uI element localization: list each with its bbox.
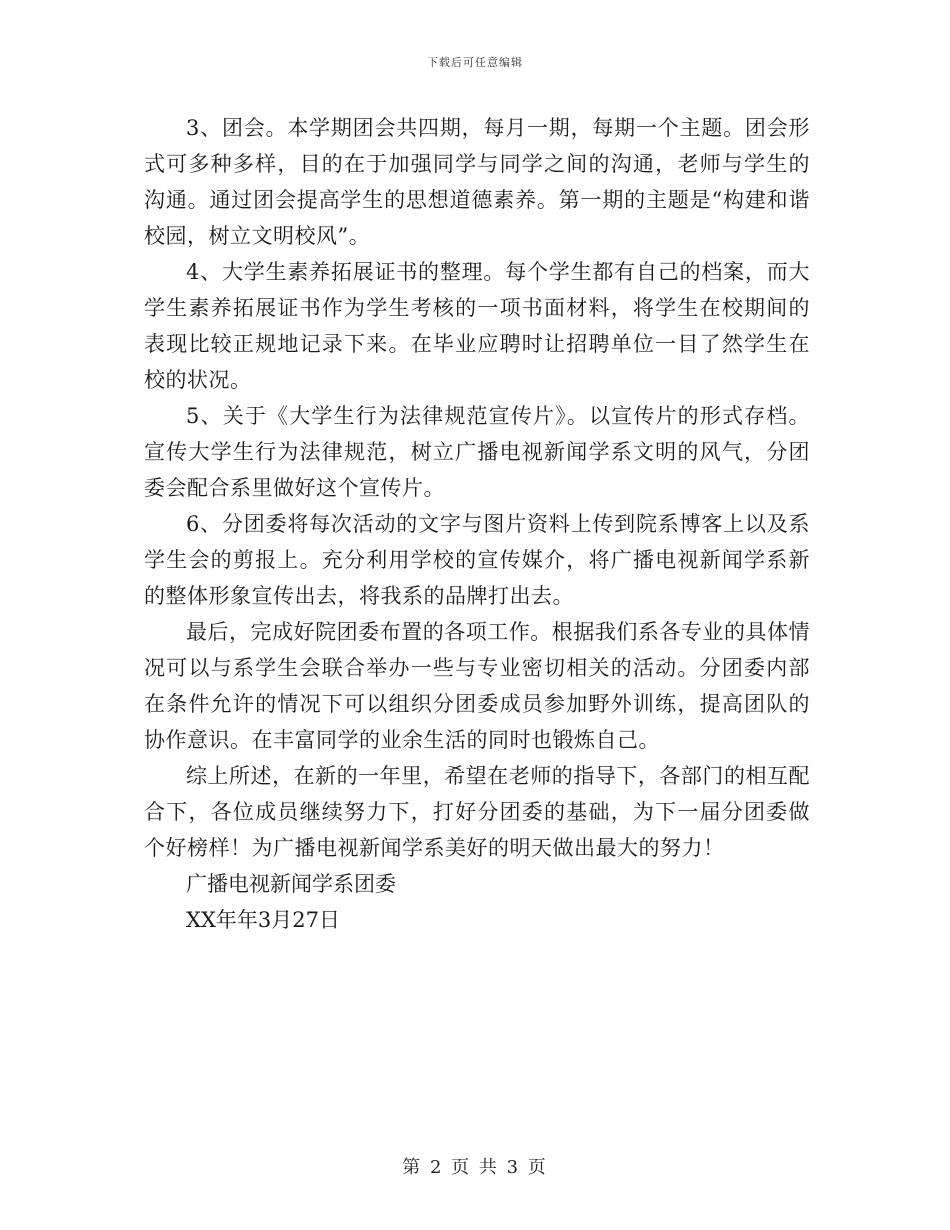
paragraph-certificate: 4、大学生素养拓展证书的整理。每个学生都有自己的档案，而大学生素养拓展证书作为学生考核的一项书面材料，将学生在校期间的表现比较正规地记录下来。在毕业应聘时让招聘单位一目了然学生在校的状况。 [144,260,810,392]
paragraph-promo-film: 5、关于《大学生行为法律规范宣传片》。以宣传片的形式存档。宣传大学生行为法律规范，树立广播电视新闻学系文明的风气，分团委会配合系里做好这个宣传片。 [144,404,810,500]
paragraph-summary: 综上所述，在新的一年里，希望在老师的指导下，各部门的相互配合下，各位成员继续努力下，打好分团委的基础，为下一届分团委做个好榜样！为广播电视新闻学系美好的明天做出最大的努力！ [144,764,810,860]
page-number-footer: 第 2 页 共 3 页 [402,1157,548,1178]
paragraph-blog-upload: 6、分团委将每次活动的文字与图片资料上传到院系博客上以及系学生会的剪报上。充分利用学校的宣传媒介，将广播电视新闻学系新的整体形象宣传出去，将我系的品牌打出去。 [144,512,810,608]
document-body [144,110,810,938]
signature: 广播电视新闻学系团委 [186,872,396,896]
page-header-note: 下载后可任意编辑 [427,56,523,69]
document-date: XX年年3月27日 [186,908,340,932]
paragraph-finally: 最后，完成好院团委布置的各项工作。根据我们系各专业的具体情况可以与系学生会联合举办一些与专业密切相关的活动。分团委内部在条件允许的情况下可以组织分团委成员参加野外训练，提高团队的协作意识。在丰富同学的业余生活的同时也锻炼自己。 [144,620,810,752]
paragraph-team-meeting: 3、团会。本学期团会共四期，每月一期，每期一个主题。团会形式可多种多样，目的在于加强同学与同学之间的沟通，老师与学生的沟通。通过团会提高学生的思想道德素养。第一期的主题是“构建和谐校园，树立文明校风”。 [144,116,810,248]
